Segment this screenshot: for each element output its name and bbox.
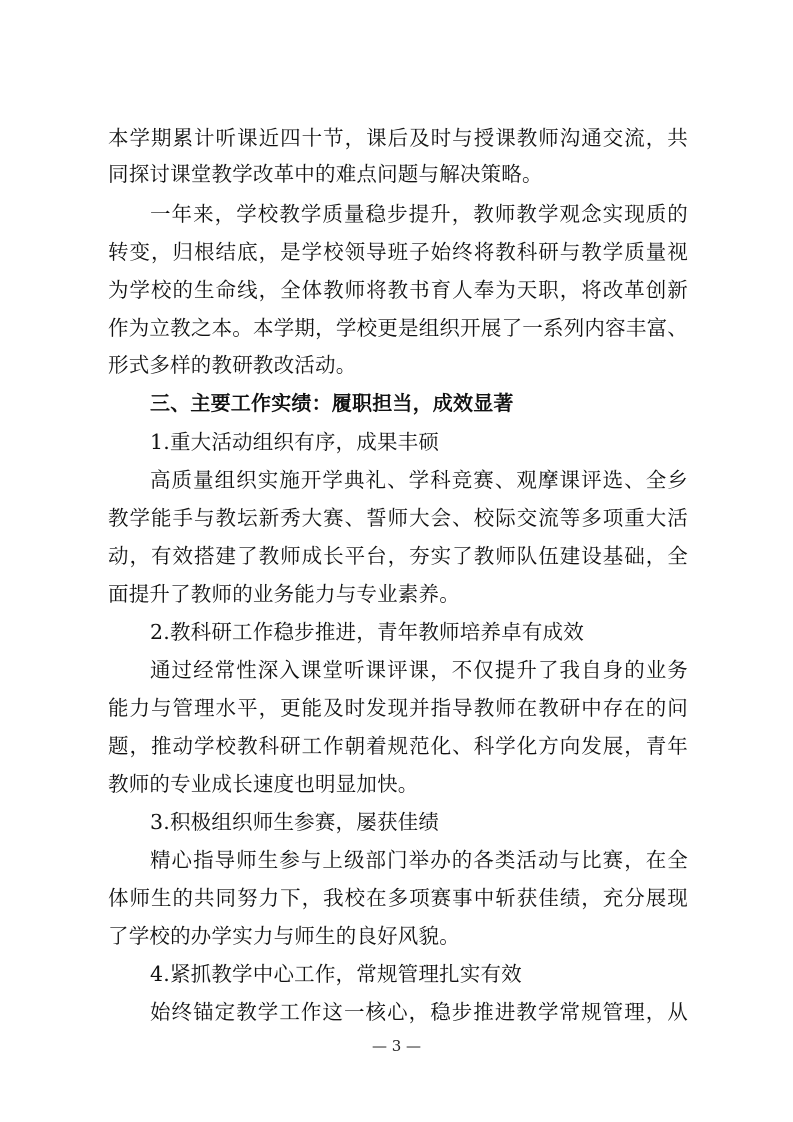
paragraph-line: 面提升了教师的业务能力与专业素养。 (108, 582, 460, 606)
subheading: 3.积极组织师生参赛，屡获佳绩 (150, 810, 440, 834)
page-number: — 3 — (371, 1037, 422, 1055)
subheading: 1.重大活动组织有序，成果丰硕 (150, 430, 440, 454)
paragraph-line: 体师生的共同努力下，我校在多项赛事中斩获佳绩，充分展现 (108, 886, 688, 910)
paragraph-line: 本学期累计听课近四十节，课后及时与授课教师沟通交流，共 (108, 126, 688, 150)
section-heading: 三、主要工作实绩：履职担当，成效显著 (150, 391, 514, 415)
paragraph-line: 能力与管理水平，更能及时发现并指导教师在教研中存在的问 (108, 696, 688, 720)
paragraph-line: 一年来，学校教学质量稳步提升，教师教学观念实现质的 (150, 202, 688, 226)
paragraph-line: 转变，归根结底，是学校领导班子始终将教科研与教学质量视 (108, 240, 688, 264)
paragraph-line: 通过经常性深入课堂听课评课，不仅提升了我自身的业务 (150, 658, 688, 682)
paragraph-line: 始终锚定教学工作这一核心，稳步推进教学常规管理，从 (150, 1000, 688, 1024)
subheading: 2.教科研工作稳步推进，青年教师培养卓有成效 (150, 620, 584, 644)
paragraph-line: 教师的专业成长速度也明显加快。 (108, 772, 419, 796)
paragraph-line: 同探讨课堂教学改革中的难点问题与解决策略。 (108, 162, 543, 186)
paragraph-line: 高质量组织实施开学典礼、学科竞赛、观摩课评选、全乡 (150, 468, 688, 492)
paragraph-line: 作为立教之本。本学期，学校更是组织开展了一系列内容丰富、 (108, 316, 688, 340)
paragraph-line: 为学校的生命线，全体教师将教书育人奉为天职，将改革创新 (108, 278, 688, 302)
paragraph-line: 形式多样的教研教改活动。 (108, 353, 357, 377)
paragraph-line: 精心指导师生参与上级部门举办的各类活动与比赛，在全 (150, 848, 688, 872)
paragraph-line: 教学能手与教坛新秀大赛、誓师大会、校际交流等多项重大活 (108, 506, 688, 530)
subheading: 4.紧抓教学中心工作，常规管理扎实有效 (150, 962, 522, 986)
paragraph-line: 了学校的办学实力与师生的良好风貌。 (108, 924, 460, 948)
paragraph-line: 题，推动学校教科研工作朝着规范化、科学化方向发展，青年 (108, 734, 688, 758)
paragraph-line: 动，有效搭建了教师成长平台，夯实了教师队伍建设基础，全 (108, 544, 688, 568)
